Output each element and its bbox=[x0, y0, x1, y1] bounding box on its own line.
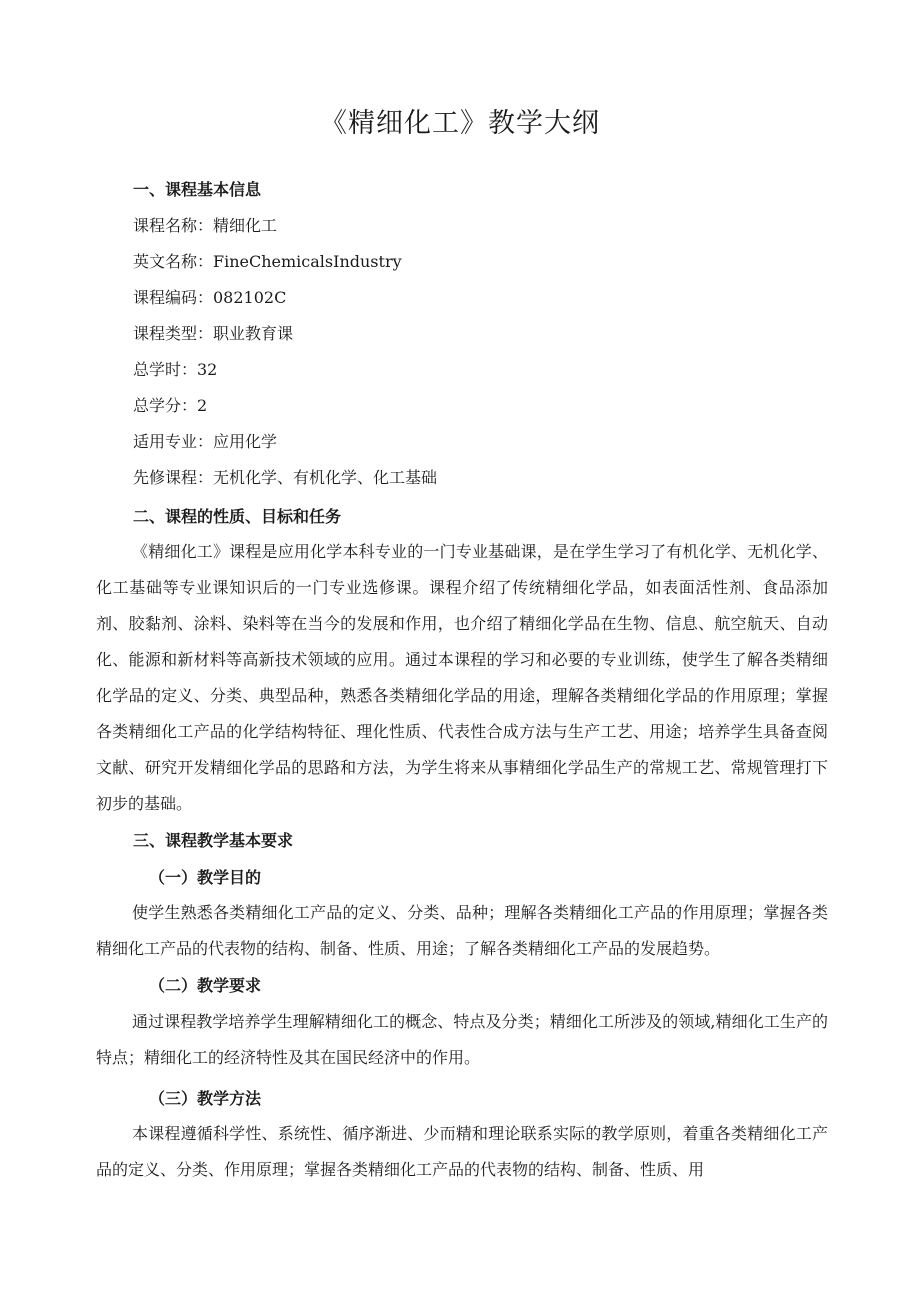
teaching-purpose-paragraph: 使学生熟悉各类精细化工产品的定义、分类、品种；理解各类精细化工产品的作用原理；掌握各类精细化工产品的代表物的结构、制备、性质、用途；了解各类精细化工产品的发展趋势。 bbox=[96, 903, 828, 958]
subheading-teaching-methods: （三）教学方法 bbox=[149, 1089, 262, 1108]
course-code-line: 课程编码：082102C bbox=[133, 288, 287, 307]
document-title: 《精细化工》教学大纲 bbox=[320, 108, 600, 139]
section-heading-basic-info: 一、课程基本信息 bbox=[133, 180, 262, 199]
subheading-teaching-purpose: （一）教学目的 bbox=[149, 868, 262, 887]
teaching-methods-paragraph: 本课程遵循科学性、系统性、循序渐进、少而精和理论联系实际的教学原则，着重各类精细化工产品的定义、分类、作用原理；掌握各类精细化工产品的代表物的结构、制备、性质、用 bbox=[96, 1124, 828, 1179]
applicable-major-line: 适用专业：应用化学 bbox=[133, 432, 278, 451]
total-credits-line: 总学分：2 bbox=[133, 396, 208, 415]
total-hours-line: 总学时：32 bbox=[133, 360, 218, 379]
subheading-teaching-requirements: （二）教学要求 bbox=[149, 976, 262, 995]
prerequisites-line: 先修课程：无机化学、有机化学、化工基础 bbox=[133, 468, 438, 487]
section-heading-requirements: 三、课程教学基本要求 bbox=[133, 831, 294, 850]
section-heading-nature-goals: 二、课程的性质、目标和任务 bbox=[133, 507, 342, 526]
course-name-line: 课程名称：精细化工 bbox=[133, 216, 278, 235]
course-type-line: 课程类型：职业教育课 bbox=[133, 324, 294, 343]
nature-goals-paragraph: 《精细化工》课程是应用化学本科专业的一门专业基础课，是在学生学习了有机化学、无机化学、化工基础等专业课知识后的一门专业选修课。课程介绍了传统精细化学品，如表面活性剂、食品添加剂、胶黏剂、涂料、染料等在当今的发展和作用，也介绍了精细化学品在生物、信息、航空航天、自动化、能源和新材料等高新技术领域的应用。通过本课程的学习和必要的专业训练，使学生了解各类精细化学品的定义、分类、典型品种，熟悉各类精细化学品的用途，理解各类精细化学品的作用原理；掌握各类精细化工产品的化学结构特征、理化性质、代表性合成方法与生产工艺、用途；培养学生具备查阅文献、研究开发精细化学品的思路和方法，为学生将来从事精细化学品生产的常规工艺、常规管理打下初步的基础。 bbox=[96, 542, 828, 813]
teaching-requirements-paragraph: 通过课程教学培养学生理解精细化工的概念、特点及分类；精细化工所涉及的领域,精细化工生产的特点；精细化工的经济特性及其在国民经济中的作用。 bbox=[96, 1012, 828, 1067]
english-name-line: 英文名称：FineChemicalsIndustry bbox=[133, 252, 402, 271]
